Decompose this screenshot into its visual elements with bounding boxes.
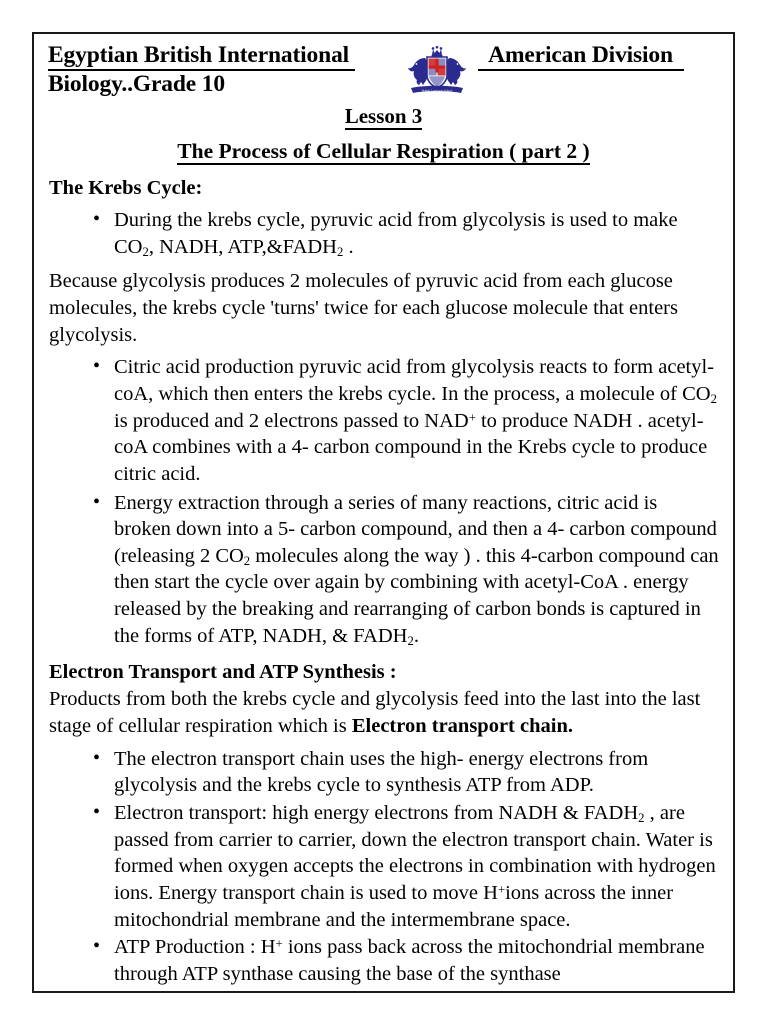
svg-text:British Language School: British Language School	[421, 88, 453, 93]
krebs-bullet1-sub2: 2	[336, 244, 344, 259]
school-crest-icon	[403, 44, 471, 96]
citric-text-b: is produced and 2 electrons passed to NAD	[114, 409, 469, 432]
citric-text-a: Citric acid production pyruvic acid from glycolysis reacts to form acetyl-coA, which then enters the krebs cycle. In the process, a molecule of CO	[114, 356, 715, 405]
energy-sub2: 2	[407, 633, 414, 648]
krebs-bullet-list-1	[48, 207, 719, 260]
electron-bullet-list	[48, 746, 719, 988]
section-heading-krebs: The Krebs Cycle:	[49, 177, 203, 200]
electron-intro-bold: Electron transport chain.	[351, 715, 573, 738]
list-item	[93, 934, 719, 987]
energy-sub1: 2	[243, 553, 251, 568]
list-item	[93, 800, 719, 933]
lesson-title	[48, 103, 719, 129]
subject-grade-line: Biology..Grade 10	[48, 71, 225, 97]
etc-bullet2-text-a: Electron transport: high energy electrons from NADH & FADH	[114, 801, 639, 824]
krebs-bullet1-mid: , NADH, ATP,&FADH	[148, 235, 337, 258]
electron-intro-paragraph	[49, 686, 719, 739]
citric-text-c: to produce NADH . acetyl-coA combines with a 4- carbon compound in the Krebs cycle to produce citric acid.	[114, 409, 708, 485]
etc-bullet2-sup: +	[497, 882, 506, 897]
etc-bullet2-text-b: , are passed from carrier to carrier, down the electron transport chain. Water is formed when oxygen accepts the electrons in combination with hydrogen ions. Energy transport chain is used to move H	[114, 801, 716, 904]
etc-bullet2-sub: 2	[638, 810, 645, 825]
krebs-bullet1-suffix: .	[343, 235, 354, 258]
school-name: Egyptian British International	[48, 43, 355, 71]
letterhead	[48, 43, 719, 99]
document-subtitle	[48, 138, 719, 165]
krebs-paragraph: Because glycolysis produces 2 molecules of pyruvic acid from each glucose molecules, the krebs cycle 'turns' twice for each glucose molecule that enters glycolysis.	[49, 270, 678, 346]
document-subtitle-text: The Process of Cellular Respiration ( part 2 )	[177, 139, 590, 164]
energy-text-a: Energy extraction through a series of many reactions, citric acid is broken down into a 5- carbon compound, and then a 4- carbon compound (releasing 2 CO	[114, 491, 717, 567]
etc-bullet1-text: The electron transport chain uses the high- energy electrons from glycolysis and the krebs cycle to synthesis ATP from ADP.	[114, 747, 649, 797]
etc-bullet3-text-b: ions pass back across the mitochondrial membrane through ATP synthase causing the base of the synthase	[114, 936, 705, 985]
list-item	[93, 746, 719, 799]
krebs-bullet1-sub1: 2	[142, 244, 149, 259]
krebs-bullet1-prefix: During the krebs cycle, pyruvic acid from glycolysis is used to make CO	[114, 209, 678, 258]
list-item	[93, 207, 719, 260]
electron-intro-text: Products from both the krebs cycle and glycolysis feed into the last into the last stage of cellular respiration which is	[49, 688, 701, 738]
citric-sup: +	[468, 409, 476, 424]
etc-bullet3-text-a: ATP Production : H	[114, 936, 276, 959]
division-name: American Division	[478, 43, 684, 71]
list-item	[93, 490, 719, 650]
energy-text-b: molecules along the way ) . this 4-carbon compound can then start the cycle over again by combining with acetyl-CoA . energy released by the breaking and rearranging of carbon bonds is captured in the forms of ATP, NADH, & FADH	[114, 544, 719, 647]
section-heading-electron-transport: Electron Transport and ATP Synthesis :	[49, 661, 397, 684]
list-item	[93, 354, 719, 487]
krebs-bullet-list-2	[48, 354, 719, 649]
page-content	[34, 34, 733, 987]
etc-bullet3-sup: +	[275, 936, 283, 951]
energy-text-c: .	[413, 624, 419, 647]
etc-bullet2-text-c: ions across the inner mitochondrial membrane and the intermembrane space.	[114, 881, 674, 931]
lesson-title-text: Lesson 3	[344, 104, 423, 128]
citric-sub: 2	[710, 391, 717, 406]
document-page	[32, 32, 735, 993]
